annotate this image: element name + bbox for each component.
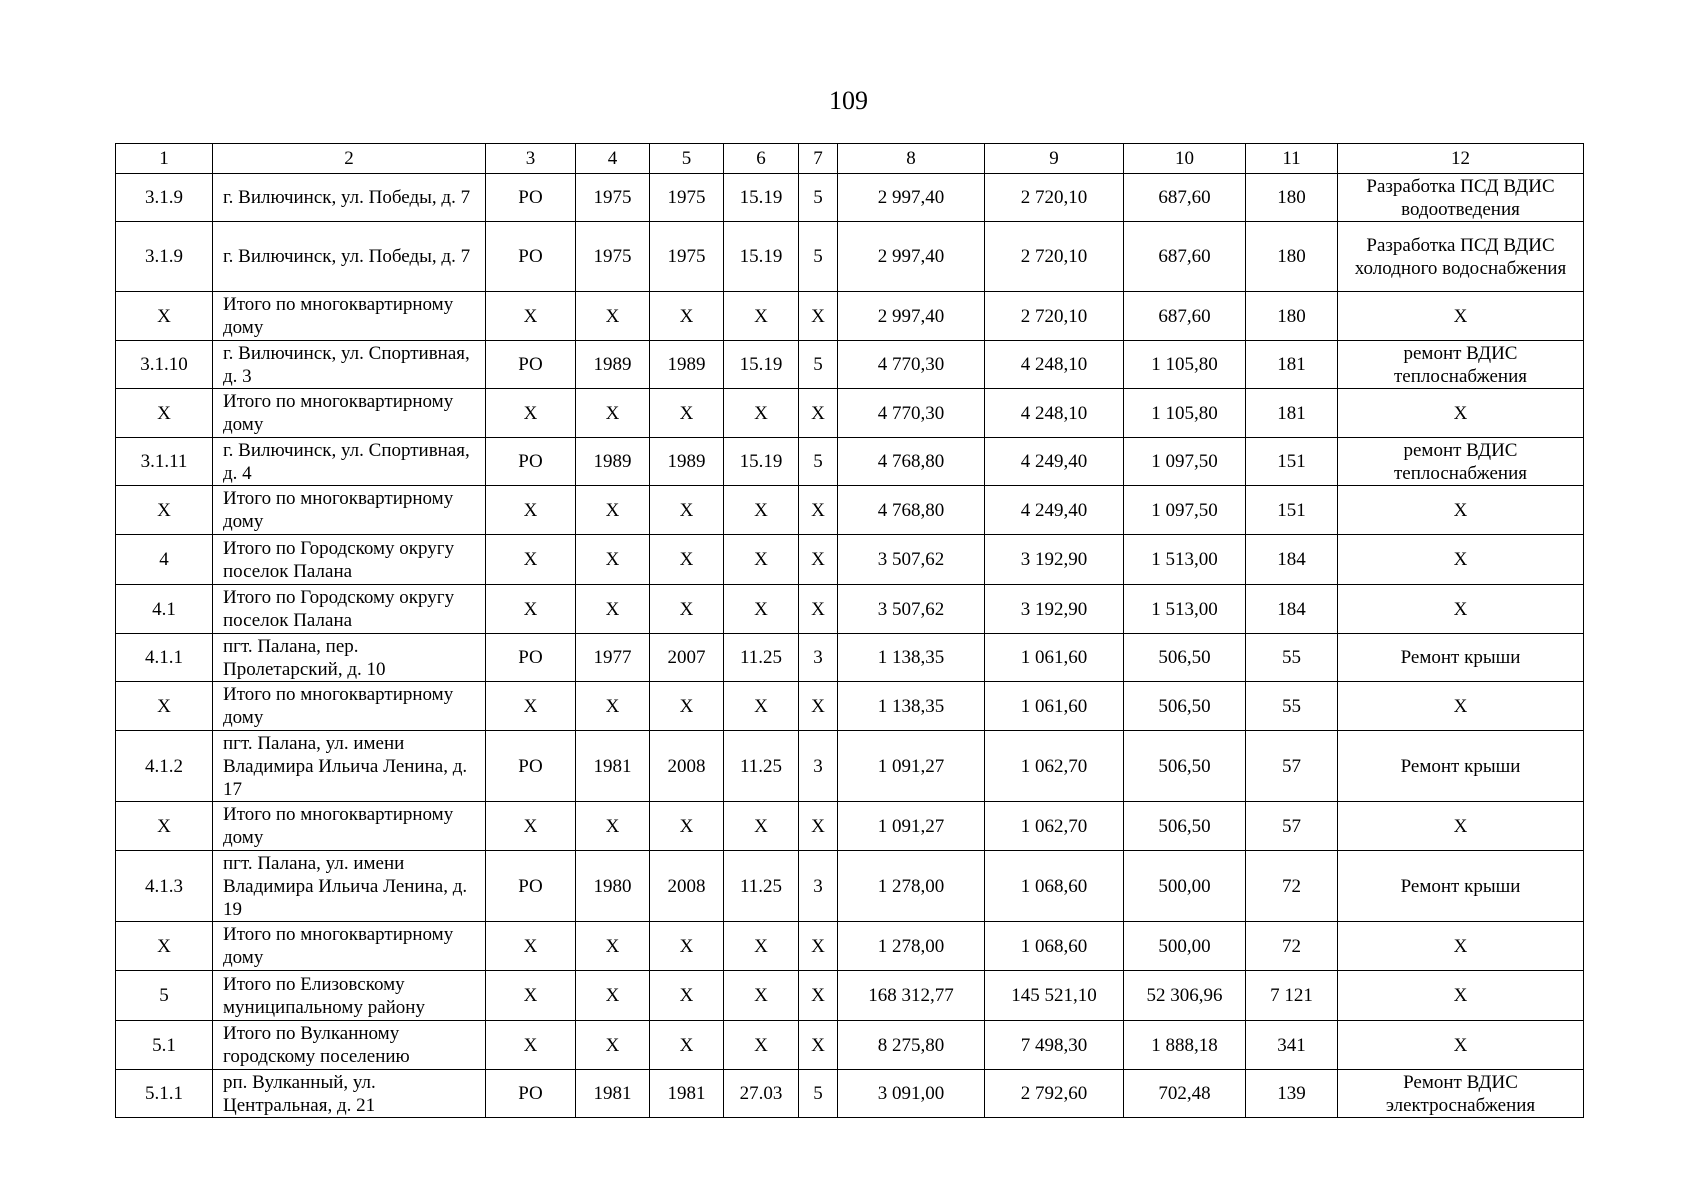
cell-col10: 506,50 bbox=[1124, 731, 1246, 802]
cell-col9: 1 061,60 bbox=[985, 682, 1124, 731]
cell-col9: 1 062,70 bbox=[985, 802, 1124, 851]
cell-col11: 181 bbox=[1246, 341, 1338, 389]
cell-col11: 180 bbox=[1246, 222, 1338, 292]
cell-col5: 2007 bbox=[650, 634, 724, 682]
row-number: 4 bbox=[116, 535, 213, 585]
work-type-cell: Ремонт крыши bbox=[1338, 851, 1584, 922]
address-cell: г. Вилючинск, ул. Победы, д. 7 bbox=[213, 222, 486, 292]
address-cell: пгт. Палана, ул. имени Владимира Ильича Ленина, д. 19 bbox=[213, 851, 486, 922]
cell-col9: 4 249,40 bbox=[985, 438, 1124, 486]
table-row bbox=[116, 731, 1584, 802]
cell-col11: 181 bbox=[1246, 389, 1338, 438]
cell-col5: Х bbox=[650, 389, 724, 438]
cell-col4: Х bbox=[576, 682, 650, 731]
cell-col6: Х bbox=[724, 971, 799, 1021]
work-type-cell: Х bbox=[1338, 1021, 1584, 1070]
register-table bbox=[115, 143, 1584, 1118]
cell-col6: 15.19 bbox=[724, 222, 799, 292]
row-number: Х bbox=[116, 486, 213, 535]
work-type-cell: Х bbox=[1338, 585, 1584, 634]
cell-col3: РО bbox=[486, 851, 576, 922]
cell-col8: 1 278,00 bbox=[838, 851, 985, 922]
cell-col9: 145 521,10 bbox=[985, 971, 1124, 1021]
cell-col5: 1989 bbox=[650, 438, 724, 486]
cell-col9: 4 249,40 bbox=[985, 486, 1124, 535]
cell-col7: 3 bbox=[799, 731, 838, 802]
cell-col7: 3 bbox=[799, 851, 838, 922]
table-body bbox=[116, 144, 1584, 1118]
cell-col4: 1989 bbox=[576, 341, 650, 389]
cell-col6: Х bbox=[724, 802, 799, 851]
cell-col6: 15.19 bbox=[724, 174, 799, 222]
cell-col3: Х bbox=[486, 1021, 576, 1070]
header-row bbox=[116, 144, 1584, 174]
cell-col11: 180 bbox=[1246, 174, 1338, 222]
table-row bbox=[116, 535, 1584, 585]
cell-col3: Х bbox=[486, 292, 576, 341]
cell-col10: 1 097,50 bbox=[1124, 486, 1246, 535]
cell-col8: 2 997,40 bbox=[838, 222, 985, 292]
cell-col6: Х bbox=[724, 486, 799, 535]
work-type-cell: Х bbox=[1338, 292, 1584, 341]
work-type-cell: Х bbox=[1338, 802, 1584, 851]
cell-col10: 52 306,96 bbox=[1124, 971, 1246, 1021]
cell-col6: Х bbox=[724, 535, 799, 585]
address-cell: Итого по многоквартирному дому bbox=[213, 486, 486, 535]
cell-col5: 1975 bbox=[650, 222, 724, 292]
cell-col7: Х bbox=[799, 682, 838, 731]
table-row bbox=[116, 389, 1584, 438]
cell-col6: 27.03 bbox=[724, 1070, 799, 1118]
page-number: 109 bbox=[829, 86, 868, 115]
cell-col5: 1981 bbox=[650, 1070, 724, 1118]
table-row bbox=[116, 1070, 1584, 1118]
column-header: 4 bbox=[576, 144, 650, 174]
cell-col10: 1 105,80 bbox=[1124, 389, 1246, 438]
cell-col11: 180 bbox=[1246, 292, 1338, 341]
cell-col9: 2 720,10 bbox=[985, 222, 1124, 292]
cell-col9: 3 192,90 bbox=[985, 535, 1124, 585]
cell-col4: 1975 bbox=[576, 222, 650, 292]
cell-col7: Х bbox=[799, 1021, 838, 1070]
cell-col8: 1 138,35 bbox=[838, 682, 985, 731]
cell-col7: 5 bbox=[799, 438, 838, 486]
cell-col10: 1 513,00 bbox=[1124, 535, 1246, 585]
row-number: 3.1.10 bbox=[116, 341, 213, 389]
cell-col3: РО bbox=[486, 438, 576, 486]
cell-col9: 4 248,10 bbox=[985, 341, 1124, 389]
row-number: 3.1.9 bbox=[116, 174, 213, 222]
table-row bbox=[116, 585, 1584, 634]
cell-col10: 506,50 bbox=[1124, 634, 1246, 682]
cell-col4: Х bbox=[576, 535, 650, 585]
address-cell: Итого по Вулканному городскому поселению bbox=[213, 1021, 486, 1070]
address-cell: Итого по многоквартирному дому bbox=[213, 389, 486, 438]
row-number: 3.1.11 bbox=[116, 438, 213, 486]
cell-col6: 11.25 bbox=[724, 851, 799, 922]
cell-col5: Х bbox=[650, 971, 724, 1021]
cell-col7: Х bbox=[799, 292, 838, 341]
cell-col4: 1981 bbox=[576, 731, 650, 802]
table-row bbox=[116, 1021, 1584, 1070]
cell-col5: Х bbox=[650, 922, 724, 971]
column-header: 7 bbox=[799, 144, 838, 174]
cell-col4: Х bbox=[576, 585, 650, 634]
cell-col4: Х bbox=[576, 292, 650, 341]
cell-col4: Х bbox=[576, 1021, 650, 1070]
cell-col6: 11.25 bbox=[724, 634, 799, 682]
work-type-cell: ремонт ВДИС теплоснабжения bbox=[1338, 341, 1584, 389]
cell-col3: Х bbox=[486, 682, 576, 731]
cell-col9: 1 068,60 bbox=[985, 922, 1124, 971]
cell-col3: РО bbox=[486, 634, 576, 682]
cell-col6: Х bbox=[724, 1021, 799, 1070]
cell-col7: 5 bbox=[799, 174, 838, 222]
cell-col8: 4 770,30 bbox=[838, 389, 985, 438]
cell-col10: 1 097,50 bbox=[1124, 438, 1246, 486]
table-row bbox=[116, 682, 1584, 731]
cell-col11: 184 bbox=[1246, 535, 1338, 585]
table-row bbox=[116, 292, 1584, 341]
cell-col5: Х bbox=[650, 802, 724, 851]
address-cell: г. Вилючинск, ул. Спортивная, д. 4 bbox=[213, 438, 486, 486]
cell-col10: 702,48 bbox=[1124, 1070, 1246, 1118]
cell-col3: РО bbox=[486, 731, 576, 802]
cell-col11: 57 bbox=[1246, 731, 1338, 802]
cell-col10: 687,60 bbox=[1124, 292, 1246, 341]
row-number: Х bbox=[116, 922, 213, 971]
cell-col11: 184 bbox=[1246, 585, 1338, 634]
cell-col4: Х bbox=[576, 971, 650, 1021]
cell-col7: Х bbox=[799, 535, 838, 585]
cell-col11: 55 bbox=[1246, 634, 1338, 682]
cell-col8: 4 770,30 bbox=[838, 341, 985, 389]
work-type-cell: Х bbox=[1338, 682, 1584, 731]
cell-col11: 72 bbox=[1246, 922, 1338, 971]
cell-col8: 2 997,40 bbox=[838, 292, 985, 341]
cell-col8: 3 091,00 bbox=[838, 1070, 985, 1118]
cell-col3: Х bbox=[486, 585, 576, 634]
cell-col7: 5 bbox=[799, 341, 838, 389]
work-type-cell: Х bbox=[1338, 486, 1584, 535]
cell-col3: РО bbox=[486, 341, 576, 389]
column-header: 6 bbox=[724, 144, 799, 174]
cell-col11: 139 bbox=[1246, 1070, 1338, 1118]
cell-col3: Х bbox=[486, 971, 576, 1021]
cell-col8: 1 278,00 bbox=[838, 922, 985, 971]
cell-col8: 8 275,80 bbox=[838, 1021, 985, 1070]
cell-col6: 11.25 bbox=[724, 731, 799, 802]
cell-col5: Х bbox=[650, 486, 724, 535]
column-header: 10 bbox=[1124, 144, 1246, 174]
address-cell: Итого по Городскому округу поселок Палана bbox=[213, 535, 486, 585]
cell-col5: Х bbox=[650, 585, 724, 634]
table-row bbox=[116, 486, 1584, 535]
work-type-cell: ремонт ВДИС теплоснабжения bbox=[1338, 438, 1584, 486]
cell-col10: 500,00 bbox=[1124, 922, 1246, 971]
cell-col8: 168 312,77 bbox=[838, 971, 985, 1021]
cell-col10: 687,60 bbox=[1124, 222, 1246, 292]
cell-col9: 2 720,10 bbox=[985, 292, 1124, 341]
cell-col11: 57 bbox=[1246, 802, 1338, 851]
column-header: 12 bbox=[1338, 144, 1584, 174]
table-row bbox=[116, 802, 1584, 851]
cell-col5: Х bbox=[650, 1021, 724, 1070]
column-header: 1 bbox=[116, 144, 213, 174]
cell-col9: 7 498,30 bbox=[985, 1021, 1124, 1070]
address-cell: пгт. Палана, пер. Пролетарский, д. 10 bbox=[213, 634, 486, 682]
cell-col4: Х bbox=[576, 486, 650, 535]
cell-col10: 506,50 bbox=[1124, 802, 1246, 851]
cell-col9: 4 248,10 bbox=[985, 389, 1124, 438]
cell-col7: 5 bbox=[799, 222, 838, 292]
cell-col5: 1989 bbox=[650, 341, 724, 389]
column-header: 9 bbox=[985, 144, 1124, 174]
cell-col3: Х bbox=[486, 922, 576, 971]
cell-col10: 1 105,80 bbox=[1124, 341, 1246, 389]
cell-col7: Х bbox=[799, 802, 838, 851]
cell-col10: 1 513,00 bbox=[1124, 585, 1246, 634]
row-number: Х bbox=[116, 802, 213, 851]
cell-col6: Х bbox=[724, 682, 799, 731]
cell-col11: 55 bbox=[1246, 682, 1338, 731]
row-number: 4.1.3 bbox=[116, 851, 213, 922]
row-number: 4.1.1 bbox=[116, 634, 213, 682]
column-header: 3 bbox=[486, 144, 576, 174]
address-cell: Итого по многоквартирному дому bbox=[213, 292, 486, 341]
column-header: 5 bbox=[650, 144, 724, 174]
cell-col9: 2 720,10 bbox=[985, 174, 1124, 222]
cell-col7: Х bbox=[799, 922, 838, 971]
cell-col6: Х bbox=[724, 389, 799, 438]
work-type-cell: Х bbox=[1338, 971, 1584, 1021]
cell-col11: 151 bbox=[1246, 438, 1338, 486]
row-number: 4.1.2 bbox=[116, 731, 213, 802]
table-row bbox=[116, 222, 1584, 292]
cell-col4: 1981 bbox=[576, 1070, 650, 1118]
cell-col10: 506,50 bbox=[1124, 682, 1246, 731]
cell-col3: РО bbox=[486, 1070, 576, 1118]
cell-col8: 1 138,35 bbox=[838, 634, 985, 682]
cell-col11: 72 bbox=[1246, 851, 1338, 922]
row-number: 5.1 bbox=[116, 1021, 213, 1070]
address-cell: Итого по Елизовскому муниципальному району bbox=[213, 971, 486, 1021]
address-cell: г. Вилючинск, ул. Спортивная, д. 3 bbox=[213, 341, 486, 389]
cell-col9: 1 062,70 bbox=[985, 731, 1124, 802]
work-type-cell: Х bbox=[1338, 535, 1584, 585]
cell-col6: 15.19 bbox=[724, 341, 799, 389]
address-cell: пгт. Палана, ул. имени Владимира Ильича Ленина, д. 17 bbox=[213, 731, 486, 802]
cell-col3: РО bbox=[486, 174, 576, 222]
work-type-cell: Ремонт крыши bbox=[1338, 634, 1584, 682]
cell-col5: Х bbox=[650, 682, 724, 731]
table-row bbox=[116, 971, 1584, 1021]
cell-col9: 1 068,60 bbox=[985, 851, 1124, 922]
row-number: Х bbox=[116, 389, 213, 438]
work-type-cell: Х bbox=[1338, 922, 1584, 971]
table-row bbox=[116, 174, 1584, 222]
address-cell: г. Вилючинск, ул. Победы, д. 7 bbox=[213, 174, 486, 222]
cell-col8: 4 768,80 bbox=[838, 486, 985, 535]
cell-col5: 2008 bbox=[650, 851, 724, 922]
cell-col8: 1 091,27 bbox=[838, 802, 985, 851]
work-type-cell: Разработка ПСД ВДИС водоотведения bbox=[1338, 174, 1584, 222]
row-number: 5.1.1 bbox=[116, 1070, 213, 1118]
cell-col4: Х bbox=[576, 389, 650, 438]
column-header: 11 bbox=[1246, 144, 1338, 174]
address-cell: рп. Вулканный, ул. Центральная, д. 21 bbox=[213, 1070, 486, 1118]
cell-col7: Х bbox=[799, 971, 838, 1021]
address-cell: Итого по многоквартирному дому bbox=[213, 922, 486, 971]
cell-col4: 1989 bbox=[576, 438, 650, 486]
cell-col9: 1 061,60 bbox=[985, 634, 1124, 682]
cell-col6: Х bbox=[724, 292, 799, 341]
cell-col8: 4 768,80 bbox=[838, 438, 985, 486]
cell-col4: 1977 bbox=[576, 634, 650, 682]
cell-col5: 2008 bbox=[650, 731, 724, 802]
cell-col7: Х bbox=[799, 389, 838, 438]
work-type-cell: Разработка ПСД ВДИС холодного водоснабжения bbox=[1338, 222, 1584, 292]
cell-col4: 1975 bbox=[576, 174, 650, 222]
cell-col11: 341 bbox=[1246, 1021, 1338, 1070]
cell-col7: Х bbox=[799, 585, 838, 634]
cell-col8: 1 091,27 bbox=[838, 731, 985, 802]
cell-col3: Х bbox=[486, 802, 576, 851]
work-type-cell: Ремонт крыши bbox=[1338, 731, 1584, 802]
column-header: 2 bbox=[213, 144, 486, 174]
cell-col7: 3 bbox=[799, 634, 838, 682]
cell-col10: 500,00 bbox=[1124, 851, 1246, 922]
address-cell: Итого по многоквартирному дому bbox=[213, 682, 486, 731]
column-header: 8 bbox=[838, 144, 985, 174]
cell-col4: Х bbox=[576, 922, 650, 971]
cell-col3: Х bbox=[486, 535, 576, 585]
row-number: Х bbox=[116, 292, 213, 341]
cell-col5: 1975 bbox=[650, 174, 724, 222]
cell-col3: РО bbox=[486, 222, 576, 292]
cell-col6: 15.19 bbox=[724, 438, 799, 486]
cell-col5: Х bbox=[650, 535, 724, 585]
work-type-cell: Ремонт ВДИС электроснабжения bbox=[1338, 1070, 1584, 1118]
table-row bbox=[116, 634, 1584, 682]
row-number: 3.1.9 bbox=[116, 222, 213, 292]
cell-col10: 1 888,18 bbox=[1124, 1021, 1246, 1070]
cell-col6: Х bbox=[724, 922, 799, 971]
cell-col8: 3 507,62 bbox=[838, 535, 985, 585]
table-row bbox=[116, 851, 1584, 922]
address-cell: Итого по многоквартирному дому bbox=[213, 802, 486, 851]
cell-col8: 2 997,40 bbox=[838, 174, 985, 222]
cell-col3: Х bbox=[486, 486, 576, 535]
cell-col10: 687,60 bbox=[1124, 174, 1246, 222]
cell-col3: Х bbox=[486, 389, 576, 438]
cell-col11: 7 121 bbox=[1246, 971, 1338, 1021]
row-number: 4.1 bbox=[116, 585, 213, 634]
cell-col9: 2 792,60 bbox=[985, 1070, 1124, 1118]
cell-col8: 3 507,62 bbox=[838, 585, 985, 634]
cell-col4: 1980 bbox=[576, 851, 650, 922]
row-number: Х bbox=[116, 682, 213, 731]
row-number: 5 bbox=[116, 971, 213, 1021]
table-row bbox=[116, 922, 1584, 971]
table-row bbox=[116, 438, 1584, 486]
cell-col9: 3 192,90 bbox=[985, 585, 1124, 634]
cell-col7: Х bbox=[799, 486, 838, 535]
cell-col6: Х bbox=[724, 585, 799, 634]
table-row bbox=[116, 341, 1584, 389]
cell-col5: Х bbox=[650, 292, 724, 341]
cell-col4: Х bbox=[576, 802, 650, 851]
cell-col11: 151 bbox=[1246, 486, 1338, 535]
work-type-cell: Х bbox=[1338, 389, 1584, 438]
cell-col7: 5 bbox=[799, 1070, 838, 1118]
address-cell: Итого по Городскому округу поселок Палана bbox=[213, 585, 486, 634]
